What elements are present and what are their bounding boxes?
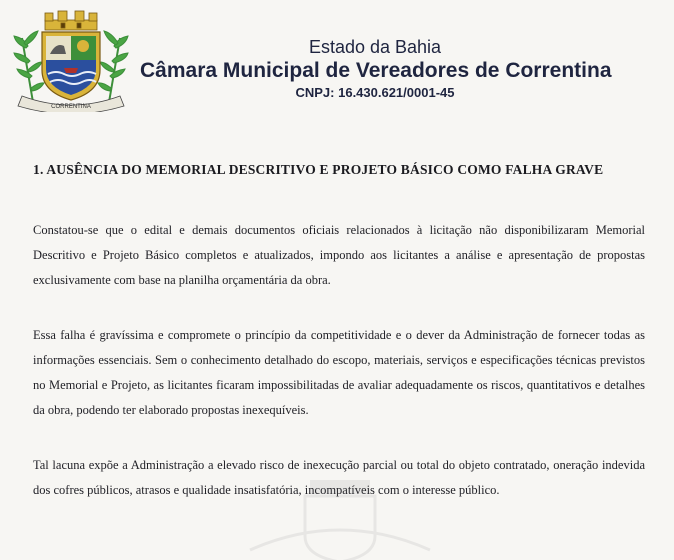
sugarcane-left-icon xyxy=(14,31,44,108)
paragraph-3: Tal lacuna expõe a Administração a elevado risco de inexecução parcial ou total do objeto contratado, oneração indevida dos cofres públicos, atrasos e qualidade insatisfatória, incompatíveis com o interesse público. xyxy=(33,458,645,497)
watermark-crest-icon xyxy=(210,470,470,560)
paragraph-1: Constatou-se que o edital e demais documentos oficiais relacionados à licitação não disponibilizaram Memorial Descritivo e Projeto Básico completos e atualizados, impondo aos licitantes a análise e apresentação de propostas exclusivamente com base na planilha orçamentária da obra. xyxy=(33,223,645,287)
sugarcane-right-icon xyxy=(98,31,128,108)
mural-crown-icon xyxy=(45,11,97,30)
section-title: 1. AUSÊNCIA DO MEMORIAL DESCRITIVO E PROJETO BÁSICO COMO FALHA GRAVE xyxy=(33,162,604,177)
document-header xyxy=(140,36,610,102)
crest-ribbon-text: CORRENTINA xyxy=(51,104,91,110)
municipal-crest-icon xyxy=(12,8,130,112)
cnpj-number: CNPJ: 16.430.621/0001-45 xyxy=(295,85,455,100)
state-name: Estado da Bahia xyxy=(308,37,442,57)
paragraph-2: Essa falha é gravíssima e compromete o princípio da competitividade e o dever da Administração de fornecer todas as informações essenciais. Sem o conhecimento detalhado do escopo, materiais, serviços e especificações técnicas previstos no Memorial e Projeto, as licitantes ficaram impossibilitadas de avaliar adequadamente os riscos, quantitativos e detalhes da obra, podendo ter elaborado propostas inexequíveis. xyxy=(33,328,645,417)
chamber-name: Câmara Municipal de Vereadores de Correntina xyxy=(140,59,612,82)
shield-icon xyxy=(42,32,100,100)
